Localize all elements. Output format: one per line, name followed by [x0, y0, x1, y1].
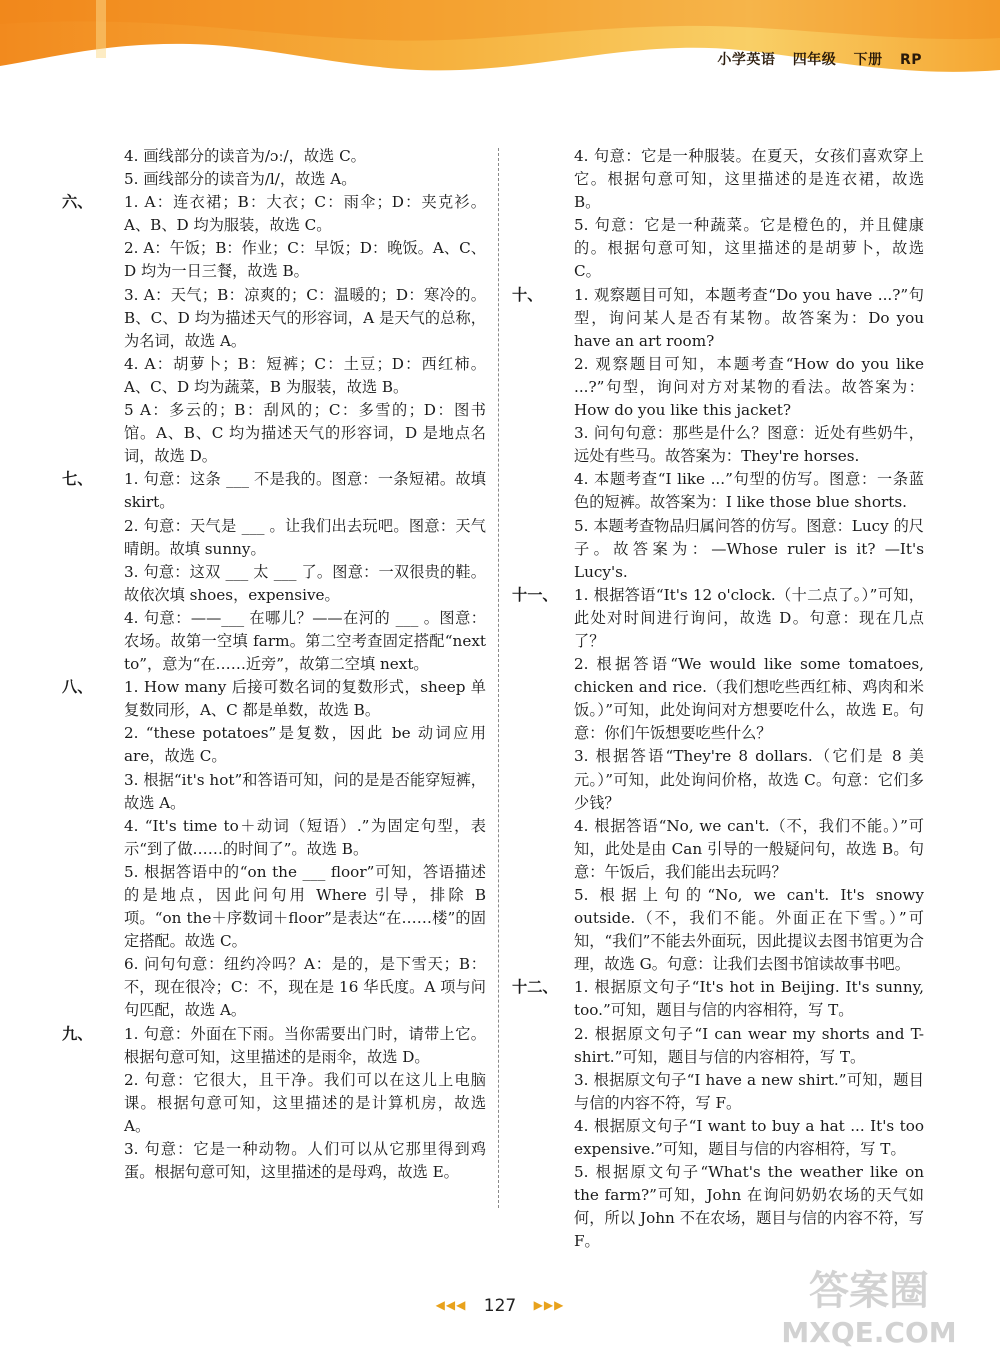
answer-item: 3. 句意：这双 ___ 太 ___ 了。图意：一双很贵的鞋。故依次填 shoes，expensive。 [124, 562, 486, 604]
watermark [754, 1258, 984, 1350]
answer-item: 1. 根据原文句子“It's hot in Beijing. It's sunny, too.”可知，题目与信的内容相符，写 T。 [574, 978, 924, 1020]
column-divider [498, 148, 499, 1208]
section-label: 九、 [62, 1024, 93, 1043]
section-10 [512, 284, 924, 584]
left-continued-items [62, 145, 486, 191]
answer-item: 1. A：连衣裙；B：大衣；C：雨伞；D：夹克衫。A、B、D 均为服装，故选 C。 [124, 193, 486, 235]
answer-item: 3. 根据“it's hot”和答语可知，问的是是否能穿短裤，故选 A。 [124, 770, 486, 812]
section-label: 六、 [62, 193, 93, 212]
answer-item: 4. 画线部分的读音为/ɔː/，故选 C。 [124, 147, 366, 165]
answer-item: 1. 句意：外面在下雨。当你需要出门时，请带上它。根据句意可知，这里描述的是雨伞，故选 D。 [124, 1024, 486, 1066]
right-continued-items [512, 145, 924, 284]
watermark-line1: 答案圈 [809, 1268, 929, 1314]
right-column [512, 145, 924, 1254]
answer-item: 3. 问句句意：那些是什么？图意：近处有些奶牛，远处有些马。故答案为：They're horses. [574, 424, 924, 466]
section-9 [62, 1023, 486, 1185]
answer-item: 4. 句意：它是一种服装。在夏天，女孩们喜欢穿上它。根据句意可知，这里描述的是连衣裙，故选 B。 [574, 147, 924, 212]
left-column [62, 145, 486, 1184]
answer-item: 4. 句意：——___ 在哪儿？——在河的 ___ 。图意：农场。故第一空填 farm。第二空考查固定搭配“next to”，意为“在……近旁”，故第二空填 next。 [124, 608, 486, 674]
section-label: 十、 [512, 285, 543, 304]
section-12 [512, 976, 924, 1253]
banner-background [0, 0, 1000, 90]
answer-item: 2. 观察题目可知，本题考查“How do you like ...?”句型，询问对方对某物的看法。故答案为：How do you like this jacket? [574, 354, 924, 420]
left-arrows-icon: ◀◀◀ [435, 1298, 467, 1312]
answer-item: 1. 观察题目可知，本题考查“Do you have ...?”句型，询问某人是否有某物。故答案为：Do you have an art room? [574, 285, 924, 350]
answer-item: 4. “It's time to＋动词（短语）.”为固定句型，表示“到了做……的时间了”。故选 B。 [124, 816, 486, 858]
answer-item: 1. 句意：这条 ___ 不是我的。图意：一条短裙。故填 skirt。 [124, 470, 486, 512]
answer-item: 2. 根据答语“We would like some tomatoes, chicken and rice.（我们想吃些西红柿、鸡肉和米饭。）”可知，此处询问对方想要吃什么，故选 E。句意：你们午饭想要吃些什么？ [574, 655, 924, 743]
page-number: 127 [483, 1296, 517, 1316]
answer-item: 5. 根据答语中的“on the ___ floor”可知，答语描述的是地点，因此问句用 Where 引导，排除 B 项。“on the＋序数词＋floor”是表达“在……楼”的固定搭配。故选 C。 [124, 862, 486, 951]
section-11 [512, 584, 924, 977]
answer-item: 2. 根据原文句子“I can wear my shorts and T-shirt.”可知，题目与信的内容相符，写 T。 [574, 1024, 924, 1066]
answer-item: 2. A：午饭；B：作业；C：早饭；D：晚饭。A、C、D 均为一日三餐，故选 B。 [124, 239, 486, 281]
header-edition: RP [899, 52, 922, 68]
answer-item: 1. 根据答语“It's 12 o'clock.（十二点了。）”可知，此处对时间进行询问，故选 D。句意：现在几点了？ [574, 585, 924, 650]
answer-item: 3. 根据原文句子“I have a new shirt.”可知，题目与信的内容不符，写 F。 [574, 1070, 924, 1112]
answer-item: 4. 本题考查“I like ...”句型的仿写。图意：一条蓝色的短裤。故答案为：I like those blue shorts. [574, 470, 924, 512]
answer-item: 5 A：多云的；B：刮风的；C：多雪的；D：图书馆。A、B、C 均为描述天气的形容词，D 是地点名词，故选 D。 [124, 401, 486, 466]
watermark-line2: MXQE.COM [781, 1316, 957, 1349]
answer-item: 4. 根据原文句子“I want to buy a hat ... It's too expensive.”可知，题目与信的内容相符，写 T。 [574, 1116, 924, 1159]
section-8 [62, 676, 486, 1022]
answer-item: 6. 问句句意：纽约冷吗？A：是的，是下雪天；B：不，现在很冷；C：不，现在是 16 华氏度。A 项与问句匹配，故选 A。 [124, 955, 486, 1020]
section-6 [62, 191, 486, 468]
answer-item: 3. A：天气；B：凉爽的；C：温暖的；D：寒冷的。B、C、D 均为描述天气的形容词，A 是天气的总称，为名词，故选 A。 [124, 285, 486, 350]
answer-item: 5. 本题考查物品归属问答的仿写。图意：Lucy 的尺子。故答案为：—Whose ruler is it? —It's Lucy's. [574, 516, 924, 581]
answer-item: 4. A：胡萝卜；B：短裤；C：土豆；D：西红柿。A、C、D 均为蔬菜，B 为服装，故选 B。 [124, 354, 486, 396]
answer-item: 3. 根据答语“They're 8 dollars.（它们是 8 美元。）”可知，此处询问价格，故选 C。句意：它们多少钱？ [574, 747, 924, 812]
answer-item: 2. “these potatoes”是复数，因此 be 动词应用 are，故选 C。 [124, 724, 486, 766]
answer-item: 5. 画线部分的读音为/l/，故选 A。 [124, 170, 357, 189]
answer-item: 5. 句意：它是一种蔬菜。它是橙色的，并且健康的。根据句意可知，这里描述的是胡萝卜，故选 C。 [574, 216, 924, 281]
section-label: 十一、 [512, 585, 558, 604]
answer-item: 5. 根据上句的“No, we can't. It's snowy outside.（不，我们不能。外面正在下雪。）”可知，“我们”不能去外面玩，因此提议去图书馆更为合理，故选 G。句意：让我们去图书馆读故事书吧。 [574, 886, 924, 974]
answer-item: 4. 根据答语“No, we can't.（不，我们不能。）”可知，此处是由 Can 引导的一般疑问句，故选 B。句意：午饭后，我们能出去玩吗？ [574, 816, 924, 881]
header-grade: 四年级 [792, 52, 837, 68]
header-volume: 下册 [853, 52, 883, 68]
right-arrows-icon: ▶▶▶ [533, 1298, 565, 1312]
section-7 [62, 468, 486, 676]
header-banner [0, 0, 1000, 90]
section-label: 八、 [62, 678, 93, 697]
section-label: 七、 [62, 470, 93, 489]
answer-item: 2. 句意：它很大，且干净。我们可以在这儿上电脑课。根据句意可知，这里描述的是计算机房，故选 A。 [124, 1070, 486, 1135]
answer-item: 1. How many 后接可数名词的复数形式，sheep 单复数同形，A、C 都是单数，故选 B。 [124, 678, 486, 720]
section-label: 十二、 [512, 978, 558, 997]
answer-item: 5. 根据原文句子“What's the weather like on the farm?”可知，John 在询问奶奶农场的天气如何，所以 John 不在农场，题目与信的内容不符，写 F。 [574, 1163, 924, 1251]
header-info [705, 49, 922, 69]
answer-item: 2. 句意：天气是 ___ 。让我们出去玩吧。图意：天气晴朗。故填 sunny。 [124, 516, 486, 558]
answer-item: 3. 句意：它是一种动物。人们可以从它那里得到鸡蛋。根据句意可知，这里描述的是母鸡，故选 E。 [124, 1140, 486, 1182]
header-subject: 小学英语 [717, 52, 776, 68]
